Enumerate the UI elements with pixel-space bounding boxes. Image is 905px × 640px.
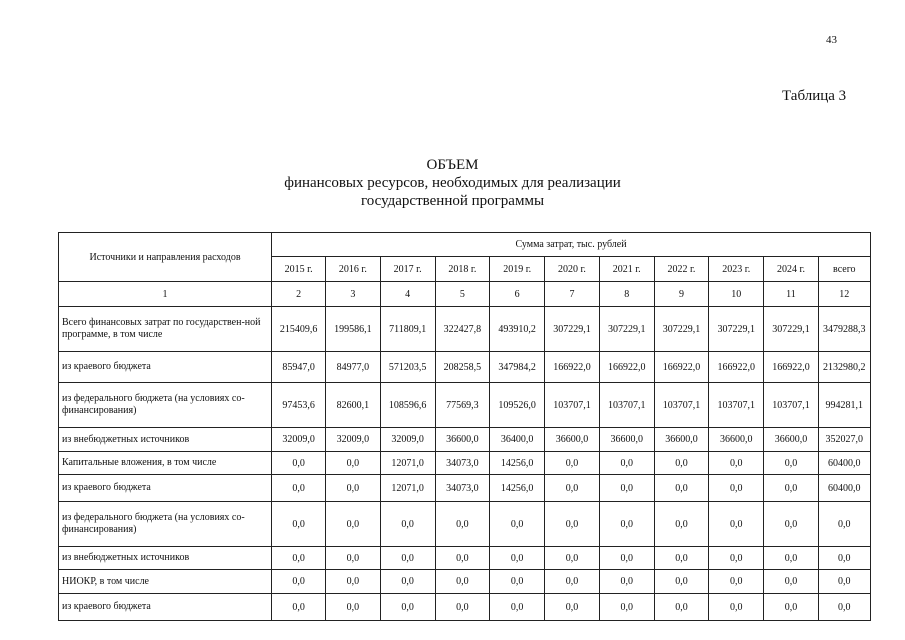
- value-cell: 108596,6: [380, 383, 435, 428]
- value-cell: 166922,0: [764, 352, 818, 383]
- value-cell: 0,0: [272, 547, 326, 570]
- value-cell: 0,0: [764, 502, 818, 547]
- value-cell: 711809,1: [380, 307, 435, 352]
- value-cell: 0,0: [654, 547, 708, 570]
- column-number-cell: 10: [709, 282, 764, 307]
- value-cell: 0,0: [599, 475, 654, 502]
- column-number-cell: 4: [380, 282, 435, 307]
- document-title: [0, 156, 905, 210]
- value-cell: 103707,1: [709, 383, 764, 428]
- value-cell: 571203,5: [380, 352, 435, 383]
- value-cell: 0,0: [709, 570, 764, 594]
- value-cell: 0,0: [709, 452, 764, 475]
- value-cell: 0,0: [818, 502, 870, 547]
- value-cell: 0,0: [545, 475, 599, 502]
- value-cell: 0,0: [709, 475, 764, 502]
- value-cell: 0,0: [764, 452, 818, 475]
- value-cell: 2132980,2: [818, 352, 870, 383]
- value-cell: 32009,0: [272, 428, 326, 452]
- value-cell: 0,0: [490, 570, 545, 594]
- value-cell: 103707,1: [599, 383, 654, 428]
- value-cell: 0,0: [490, 502, 545, 547]
- value-cell: 0,0: [326, 547, 380, 570]
- value-cell: 77569,3: [435, 383, 489, 428]
- value-cell: 307229,1: [654, 307, 708, 352]
- value-cell: 0,0: [764, 547, 818, 570]
- value-cell: 36600,0: [545, 428, 599, 452]
- title-line-2: финансовых ресурсов, необходимых для реализации: [284, 175, 621, 191]
- header-source-cell: Источники и направления расходов: [59, 233, 272, 282]
- value-cell: 0,0: [326, 502, 380, 547]
- value-cell: 97453,6: [272, 383, 326, 428]
- column-number-cell: 7: [545, 282, 599, 307]
- value-cell: 36400,0: [490, 428, 545, 452]
- column-number-cell: 6: [490, 282, 545, 307]
- value-cell: 0,0: [709, 594, 764, 621]
- row-source-cell: Всего финансовых затрат по государствен-ной программе, в том числе: [59, 307, 272, 352]
- value-cell: 0,0: [272, 570, 326, 594]
- value-cell: 103707,1: [654, 383, 708, 428]
- value-cell: 347984,2: [490, 352, 545, 383]
- year-header-cell: 2022 г.: [654, 257, 708, 282]
- value-cell: 0,0: [599, 594, 654, 621]
- value-cell: 0,0: [545, 570, 599, 594]
- value-cell: 0,0: [764, 594, 818, 621]
- value-cell: 36600,0: [709, 428, 764, 452]
- year-header-cell: всего: [818, 257, 870, 282]
- table-row: [59, 547, 871, 570]
- value-cell: 103707,1: [764, 383, 818, 428]
- value-cell: 0,0: [380, 547, 435, 570]
- column-number-cell: 3: [326, 282, 380, 307]
- value-cell: 14256,0: [490, 452, 545, 475]
- value-cell: 307229,1: [764, 307, 818, 352]
- column-number-cell: 5: [435, 282, 489, 307]
- column-number-cell: 8: [599, 282, 654, 307]
- value-cell: 0,0: [435, 570, 489, 594]
- value-cell: 14256,0: [490, 475, 545, 502]
- table-label: Таблица 3: [782, 88, 847, 104]
- value-cell: 0,0: [709, 547, 764, 570]
- value-cell: 322427,8: [435, 307, 489, 352]
- row-source-cell: из федерального бюджета (на условиях со-финансирования): [59, 383, 272, 428]
- value-cell: 34073,0: [435, 475, 489, 502]
- value-cell: 84977,0: [326, 352, 380, 383]
- row-source-cell: из федерального бюджета (на условиях со-финансирования): [59, 502, 272, 547]
- table-row: [59, 428, 871, 452]
- value-cell: 166922,0: [545, 352, 599, 383]
- value-cell: 0,0: [764, 570, 818, 594]
- row-source-cell: из внебюджетных источников: [59, 547, 272, 570]
- value-cell: 0,0: [764, 475, 818, 502]
- value-cell: 103707,1: [545, 383, 599, 428]
- value-cell: 0,0: [490, 594, 545, 621]
- value-cell: 32009,0: [326, 428, 380, 452]
- row-source-cell: Капитальные вложения, в том числе: [59, 452, 272, 475]
- column-number-cell: 12: [818, 282, 870, 307]
- value-cell: 0,0: [654, 502, 708, 547]
- value-cell: 493910,2: [490, 307, 545, 352]
- value-cell: 215409,6: [272, 307, 326, 352]
- value-cell: 166922,0: [709, 352, 764, 383]
- value-cell: 0,0: [545, 452, 599, 475]
- value-cell: 0,0: [654, 475, 708, 502]
- value-cell: 60400,0: [818, 452, 870, 475]
- column-number-cell: 1: [59, 282, 272, 307]
- value-cell: 307229,1: [545, 307, 599, 352]
- year-header-cell: 2017 г.: [380, 257, 435, 282]
- value-cell: 0,0: [326, 570, 380, 594]
- title-line-1: ОБЪЕМ: [426, 157, 479, 173]
- table-row: [59, 570, 871, 594]
- year-header-cell: 2018 г.: [435, 257, 489, 282]
- row-source-cell: из краевого бюджета: [59, 475, 272, 502]
- value-cell: 0,0: [545, 502, 599, 547]
- value-cell: 0,0: [490, 547, 545, 570]
- column-number-cell: 9: [654, 282, 708, 307]
- value-cell: 0,0: [818, 594, 870, 621]
- value-cell: 0,0: [654, 594, 708, 621]
- row-source-cell: из внебюджетных источников: [59, 428, 272, 452]
- financing-table: [58, 232, 871, 621]
- value-cell: 82600,1: [326, 383, 380, 428]
- value-cell: 0,0: [380, 570, 435, 594]
- value-cell: 36600,0: [654, 428, 708, 452]
- value-cell: 0,0: [599, 502, 654, 547]
- row-source-cell: НИОКР, в том числе: [59, 570, 272, 594]
- table-row: [59, 594, 871, 621]
- table-row: [59, 307, 871, 352]
- table-row: [59, 502, 871, 547]
- year-header-cell: 2019 г.: [490, 257, 545, 282]
- value-cell: 0,0: [654, 570, 708, 594]
- value-cell: 0,0: [599, 547, 654, 570]
- value-cell: 0,0: [818, 570, 870, 594]
- header-sum-cell: Сумма затрат, тыс. рублей: [272, 233, 871, 257]
- value-cell: 60400,0: [818, 475, 870, 502]
- value-cell: 0,0: [380, 502, 435, 547]
- value-cell: 109526,0: [490, 383, 545, 428]
- value-cell: 3479288,3: [818, 307, 870, 352]
- value-cell: 307229,1: [709, 307, 764, 352]
- value-cell: 199586,1: [326, 307, 380, 352]
- value-cell: 36600,0: [764, 428, 818, 452]
- table-row: [59, 352, 871, 383]
- value-cell: 85947,0: [272, 352, 326, 383]
- value-cell: 0,0: [326, 594, 380, 621]
- value-cell: 0,0: [272, 452, 326, 475]
- value-cell: 0,0: [709, 502, 764, 547]
- value-cell: 36600,0: [599, 428, 654, 452]
- value-cell: 0,0: [326, 475, 380, 502]
- value-cell: 0,0: [272, 475, 326, 502]
- year-header-cell: 2015 г.: [272, 257, 326, 282]
- value-cell: 166922,0: [599, 352, 654, 383]
- value-cell: 352027,0: [818, 428, 870, 452]
- value-cell: 166922,0: [654, 352, 708, 383]
- value-cell: 12071,0: [380, 452, 435, 475]
- title-line-3: государственной программы: [360, 193, 545, 209]
- value-cell: 0,0: [818, 547, 870, 570]
- value-cell: 0,0: [654, 452, 708, 475]
- value-cell: 0,0: [272, 594, 326, 621]
- value-cell: 0,0: [435, 547, 489, 570]
- value-cell: 994281,1: [818, 383, 870, 428]
- value-cell: 0,0: [326, 452, 380, 475]
- year-header-cell: 2016 г.: [326, 257, 380, 282]
- row-source-cell: из краевого бюджета: [59, 594, 272, 621]
- page-number: 43: [826, 34, 837, 46]
- value-cell: 0,0: [435, 502, 489, 547]
- year-header-cell: 2024 г.: [764, 257, 818, 282]
- value-cell: 0,0: [545, 547, 599, 570]
- value-cell: 0,0: [599, 570, 654, 594]
- value-cell: 307229,1: [599, 307, 654, 352]
- value-cell: 0,0: [272, 502, 326, 547]
- value-cell: 36600,0: [435, 428, 489, 452]
- year-header-cell: 2021 г.: [599, 257, 654, 282]
- table-row: [59, 383, 871, 428]
- table-row: [59, 475, 871, 502]
- value-cell: 12071,0: [380, 475, 435, 502]
- column-number-cell: 2: [272, 282, 326, 307]
- column-number-cell: 11: [764, 282, 818, 307]
- value-cell: 32009,0: [380, 428, 435, 452]
- year-header-cell: 2023 г.: [709, 257, 764, 282]
- value-cell: 0,0: [545, 594, 599, 621]
- value-cell: 0,0: [380, 594, 435, 621]
- table-row: [59, 452, 871, 475]
- value-cell: 0,0: [435, 594, 489, 621]
- value-cell: 34073,0: [435, 452, 489, 475]
- value-cell: 0,0: [599, 452, 654, 475]
- row-source-cell: из краевого бюджета: [59, 352, 272, 383]
- year-header-cell: 2020 г.: [545, 257, 599, 282]
- value-cell: 208258,5: [435, 352, 489, 383]
